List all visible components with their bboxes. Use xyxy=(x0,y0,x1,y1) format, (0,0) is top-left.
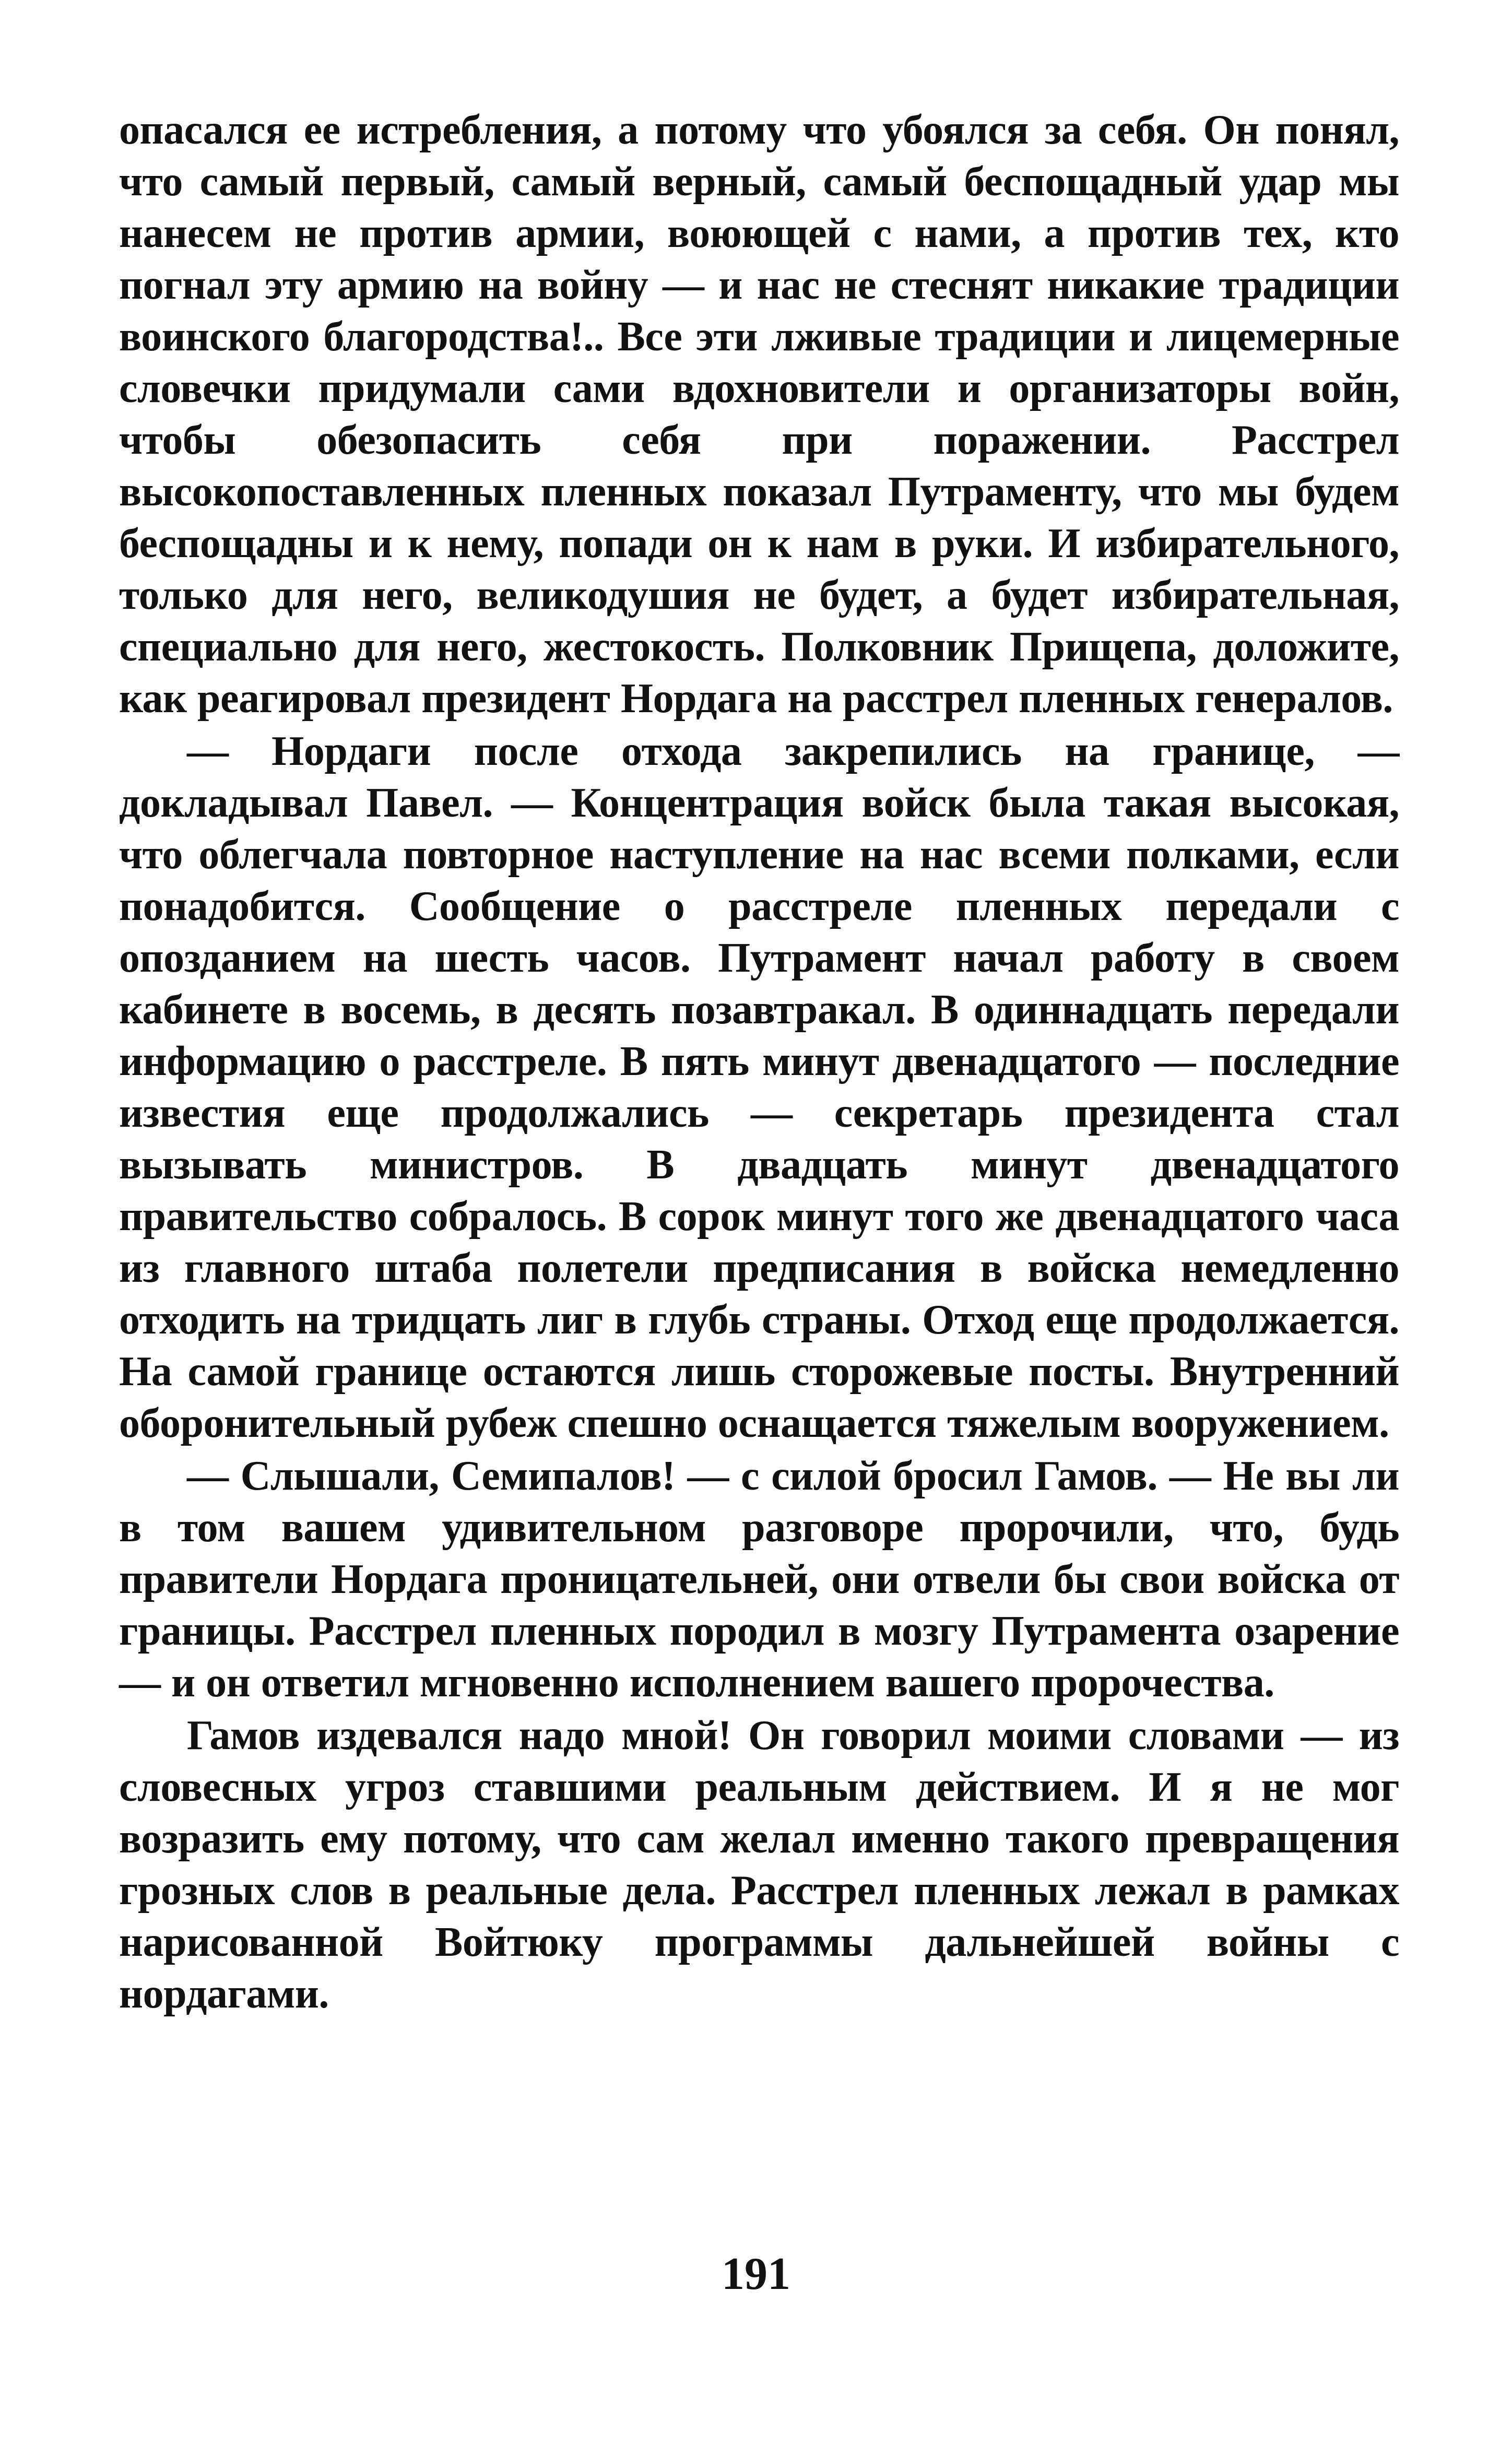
paragraph-4: Гамов издевался надо мной! Он говорил моими словами — из словесных угроз ставшими реальным действием. И я не мог возразить ему потому, что сам желал именно такого превращения грозных слов в реальные дела. Расстрел пленных лежал в рамках нарисованной Войтюку программы дальнейшей войны с нордагами. xyxy=(119,1713,1399,2017)
page-text xyxy=(119,104,1399,2020)
paragraph-1: опасался ее истребления, а потому что убоялся за себя. Он понял, что самый первый, самый верный, самый беспощадный удар мы нанесем не против армии, воюющей с нами, а против тех, кто погнал эту армию на войну — и нас не стеснят никакие традиции воинского благородства!.. Все эти лживые традиции и лицемерные словечки придумали сами вдохновители и организаторы войн, чтобы обезопасить себя при поражении. Расстрел высокопоставленных пленных показал Путраменту, что мы будем беспощадны и к нему, попади он к нам в руки. И избирательного, только для него, великодушия не будет, а будет избирательная, специально для него, жестокость. Полковник Прищепа, доложите, как реагировал президент Нордага на расстрел пленных генералов. xyxy=(119,107,1399,722)
page-number: 191 xyxy=(722,2249,790,2299)
paragraph-3: — Слышали, Семипалов! — с силой бросил Гамов. — Не вы ли в том вашем удивительном разговоре пророчили, что, будь правители Нордага проницательней, они отвели бы свои войска от границы. Расстрел пленных породил в мозгу Путрамента озарение — и он ответил мгновенно исполнением вашего пророчества. xyxy=(119,1453,1399,1706)
paragraph-2: — Нордаги после отхода закрепились на границе, — докладывал Павел. — Концентрация войск была такая высокая, что облегчала повторное наступление на нас всеми полками, если понадобится. Сообщение о расстреле пленных передали с опозданием на шесть часов. Путрамент начал работу в своем кабинете в восемь, в десять позавтракал. В одиннадцать передали информацию о расстреле. В пять минут двенадцатого — последние известия еще продолжались — секретарь президента стал вызывать министров. В двадцать минут двенадцатого правительство собралось. В сорок минут того же двенадцатого часа из главного штаба полетели предписания в войска немедленно отходить на тридцать лиг в глубь страны. Отход еще продолжается. На самой границе остаются лишь сторожевые посты. Внутренний оборонительный рубеж спешно оснащается тяжелым вооружением. xyxy=(119,728,1399,1446)
